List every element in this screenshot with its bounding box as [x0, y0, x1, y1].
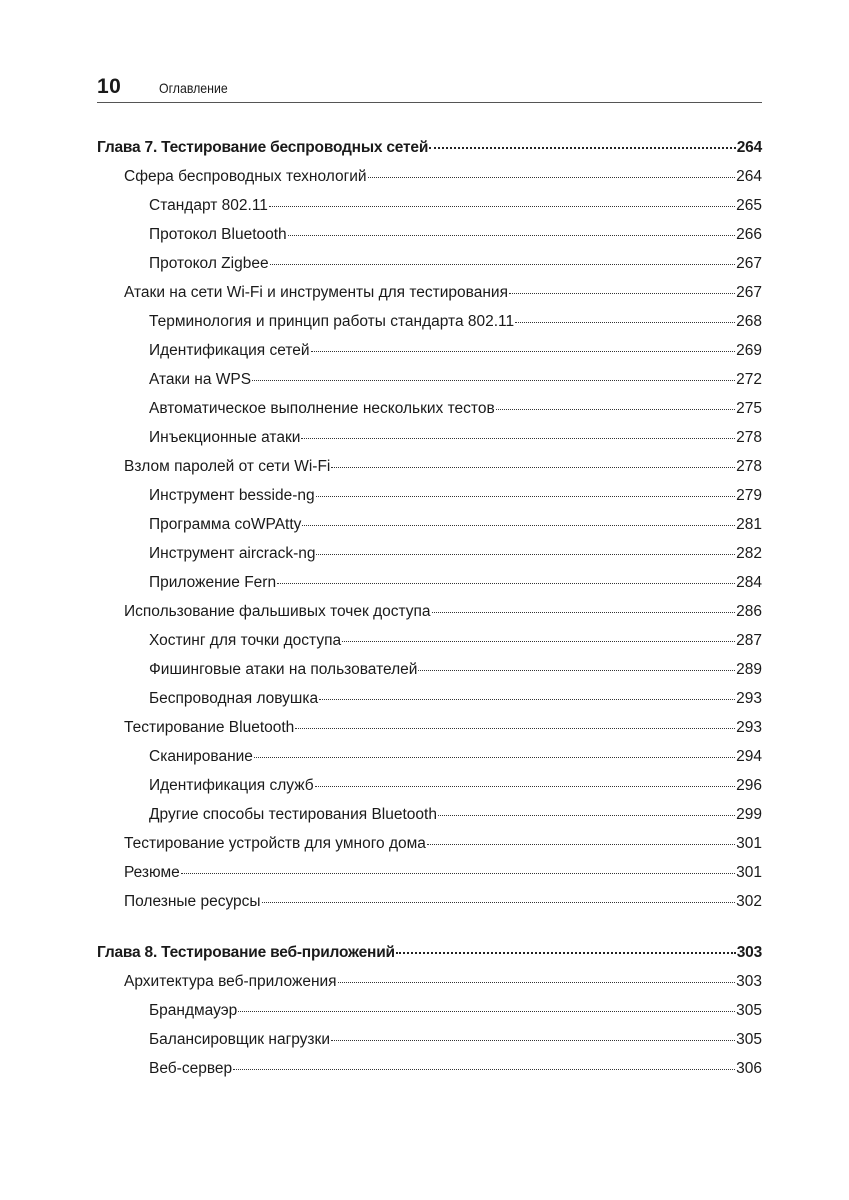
- toc-entry-title: Хостинг для точки доступа: [149, 632, 342, 649]
- dot-leader: [418, 669, 735, 671]
- toc-subsection[interactable]: [97, 365, 762, 394]
- dot-leader: [496, 408, 735, 410]
- toc-section[interactable]: [97, 858, 762, 887]
- toc-entry-page: 293: [736, 719, 762, 736]
- dot-leader: [311, 350, 736, 352]
- toc-entry-title: Атаки на сети Wi-Fi и инструменты для тестирования: [124, 284, 508, 301]
- dot-leader: [319, 698, 735, 700]
- toc-subsection[interactable]: [97, 307, 762, 336]
- toc-subsection[interactable]: [97, 336, 762, 365]
- dot-leader: [302, 524, 735, 526]
- toc-entry-page: 278: [736, 458, 762, 475]
- dot-leader: [270, 263, 736, 265]
- toc-entry-page: 301: [736, 864, 762, 881]
- toc-entry-page: 303: [736, 973, 762, 990]
- dot-leader: [342, 640, 735, 642]
- toc-entry-page: 287: [736, 632, 762, 649]
- dot-leader: [331, 1039, 735, 1041]
- toc-entry-title: Беспроводная ловушка: [149, 690, 319, 707]
- toc-entry-title: Сфера беспроводных технологий: [124, 168, 367, 185]
- toc-entry-page: 282: [736, 545, 762, 562]
- toc-entry-page: 286: [736, 603, 762, 620]
- dot-leader: [515, 321, 735, 323]
- toc-subsection[interactable]: [97, 481, 762, 510]
- dot-leader: [262, 901, 736, 903]
- toc-subsection[interactable]: [97, 191, 762, 220]
- toc-entry-title: Протокол Bluetooth: [149, 226, 287, 243]
- table-of-contents: [97, 133, 762, 1083]
- toc-entry-title: Инструмент besside-ng: [149, 487, 315, 504]
- toc-entry-title: Приложение Fern: [149, 574, 277, 591]
- dot-leader: [238, 1010, 735, 1012]
- toc-entry-page: 305: [736, 1002, 762, 1019]
- toc-entry-title: Инъекционные атаки: [149, 429, 301, 446]
- toc-subsection[interactable]: [97, 510, 762, 539]
- toc-entry-title: Архитектура веб-приложения: [124, 973, 337, 990]
- toc-entry-page: 296: [736, 777, 762, 794]
- dot-leader: [254, 756, 735, 758]
- toc-entry-page: 281: [736, 516, 762, 533]
- toc-entry-title: Тестирование устройств для умного дома: [124, 835, 426, 852]
- toc-subsection[interactable]: [97, 684, 762, 713]
- toc-entry-title: Инструмент aircrack-ng: [149, 545, 316, 562]
- dot-leader: [301, 437, 735, 439]
- toc-entry-title: Тестирование Bluetooth: [124, 719, 295, 736]
- toc-section[interactable]: [97, 967, 762, 996]
- toc-entry-page: 269: [736, 342, 762, 359]
- chapter-heading[interactable]: [97, 133, 762, 162]
- toc-entry-title: Атаки на WPS: [149, 371, 252, 388]
- dot-leader: [277, 582, 735, 584]
- toc-entry-title: Сканирование: [149, 748, 253, 765]
- dot-leader: [295, 727, 735, 729]
- toc-subsection[interactable]: [97, 771, 762, 800]
- toc-entry-page: 275: [736, 400, 762, 417]
- toc-subsection[interactable]: [97, 996, 762, 1025]
- toc-subsection[interactable]: [97, 626, 762, 655]
- dot-leader: [438, 814, 735, 816]
- toc-subsection[interactable]: [97, 568, 762, 597]
- toc-entry-page: 303: [736, 944, 762, 961]
- toc-section[interactable]: [97, 887, 762, 916]
- toc-entry-page: 264: [736, 168, 762, 185]
- dot-leader: [269, 205, 735, 207]
- dot-leader: [396, 951, 736, 954]
- toc-entry-page: 272: [736, 371, 762, 388]
- toc-entry-title: Глава 7. Тестирование беспроводных сетей: [97, 139, 429, 156]
- toc-entry-page: 301: [736, 835, 762, 852]
- toc-entry-title: Полезные ресурсы: [124, 893, 261, 910]
- toc-entry-title: Терминология и принцип работы стандарта 802.11: [149, 313, 515, 330]
- dot-leader: [509, 292, 735, 294]
- toc-entry-title: Программа coWPAtty: [149, 516, 302, 533]
- dot-leader: [252, 379, 735, 381]
- toc-section[interactable]: [97, 713, 762, 742]
- toc-subsection[interactable]: [97, 742, 762, 771]
- toc-subsection[interactable]: [97, 1054, 762, 1083]
- dot-leader: [316, 495, 735, 497]
- toc-entry-title: Глава 8. Тестирование веб-приложений: [97, 944, 395, 961]
- toc-entry-title: Стандарт 802.11: [149, 197, 268, 214]
- toc-subsection[interactable]: [97, 220, 762, 249]
- toc-subsection[interactable]: [97, 423, 762, 452]
- toc-section[interactable]: [97, 452, 762, 481]
- toc-section[interactable]: [97, 829, 762, 858]
- toc-section[interactable]: [97, 162, 762, 191]
- dot-leader: [181, 872, 735, 874]
- toc-entry-page: 306: [736, 1060, 762, 1077]
- chapter-block: [97, 938, 762, 1083]
- dot-leader: [427, 843, 735, 845]
- dot-leader: [331, 466, 735, 468]
- toc-entry-title: Балансировщик нагрузки: [149, 1031, 330, 1048]
- toc-subsection[interactable]: [97, 1025, 762, 1054]
- toc-section[interactable]: [97, 278, 762, 307]
- dot-leader: [315, 785, 735, 787]
- toc-entry-title: Резюме: [124, 864, 180, 881]
- dot-leader: [233, 1068, 735, 1070]
- toc-entry-title: Протокол Zigbee: [149, 255, 269, 272]
- page-number: 10: [97, 75, 122, 98]
- toc-entry-page: 265: [736, 197, 762, 214]
- toc-section[interactable]: [97, 597, 762, 626]
- toc-subsection[interactable]: [97, 249, 762, 278]
- toc-entry-page: 284: [736, 574, 762, 591]
- toc-entry-page: 279: [736, 487, 762, 504]
- toc-entry-title: Взлом паролей от сети Wi-Fi: [124, 458, 331, 475]
- toc-entry-title: Веб-сервер: [149, 1060, 233, 1077]
- toc-entry-page: 305: [736, 1031, 762, 1048]
- dot-leader: [432, 611, 736, 613]
- toc-entry-title: Идентификация служб: [149, 777, 314, 794]
- toc-entry-title: Идентификация сетей: [149, 342, 310, 359]
- dot-leader: [288, 234, 735, 236]
- toc-entry-title: Автоматическое выполнение нескольких тестов: [149, 400, 495, 417]
- toc-entry-title: Использование фальшивых точек доступа: [124, 603, 431, 620]
- running-header-title: Оглавление: [159, 80, 228, 96]
- toc-entry-title: Брандмауэр: [149, 1002, 238, 1019]
- toc-entry-page: 268: [736, 313, 762, 330]
- toc-entry-page: 266: [736, 226, 762, 243]
- running-header: [97, 74, 762, 103]
- chapter-heading[interactable]: [97, 938, 762, 967]
- chapter-block: [97, 133, 762, 916]
- toc-entry-page: 302: [736, 893, 762, 910]
- toc-entry-page: 294: [736, 748, 762, 765]
- toc-entry-page: 267: [736, 255, 762, 272]
- toc-entry-page: 289: [736, 661, 762, 678]
- toc-subsection[interactable]: [97, 655, 762, 684]
- toc-entry-page: 293: [736, 690, 762, 707]
- dot-leader: [316, 553, 735, 555]
- dot-leader: [429, 146, 736, 149]
- toc-subsection[interactable]: [97, 394, 762, 423]
- toc-entry-page: 267: [736, 284, 762, 301]
- toc-subsection[interactable]: [97, 800, 762, 829]
- dot-leader: [368, 176, 736, 178]
- toc-entry-title: Другие способы тестирования Bluetooth: [149, 806, 437, 823]
- toc-entry-page: 264: [736, 139, 762, 156]
- toc-entry-page: 278: [736, 429, 762, 446]
- dot-leader: [338, 981, 736, 983]
- toc-entry-page: 299: [736, 806, 762, 823]
- toc-entry-title: Фишинговые атаки на пользователей: [149, 661, 418, 678]
- document-page: [97, 74, 762, 1105]
- toc-subsection[interactable]: [97, 539, 762, 568]
